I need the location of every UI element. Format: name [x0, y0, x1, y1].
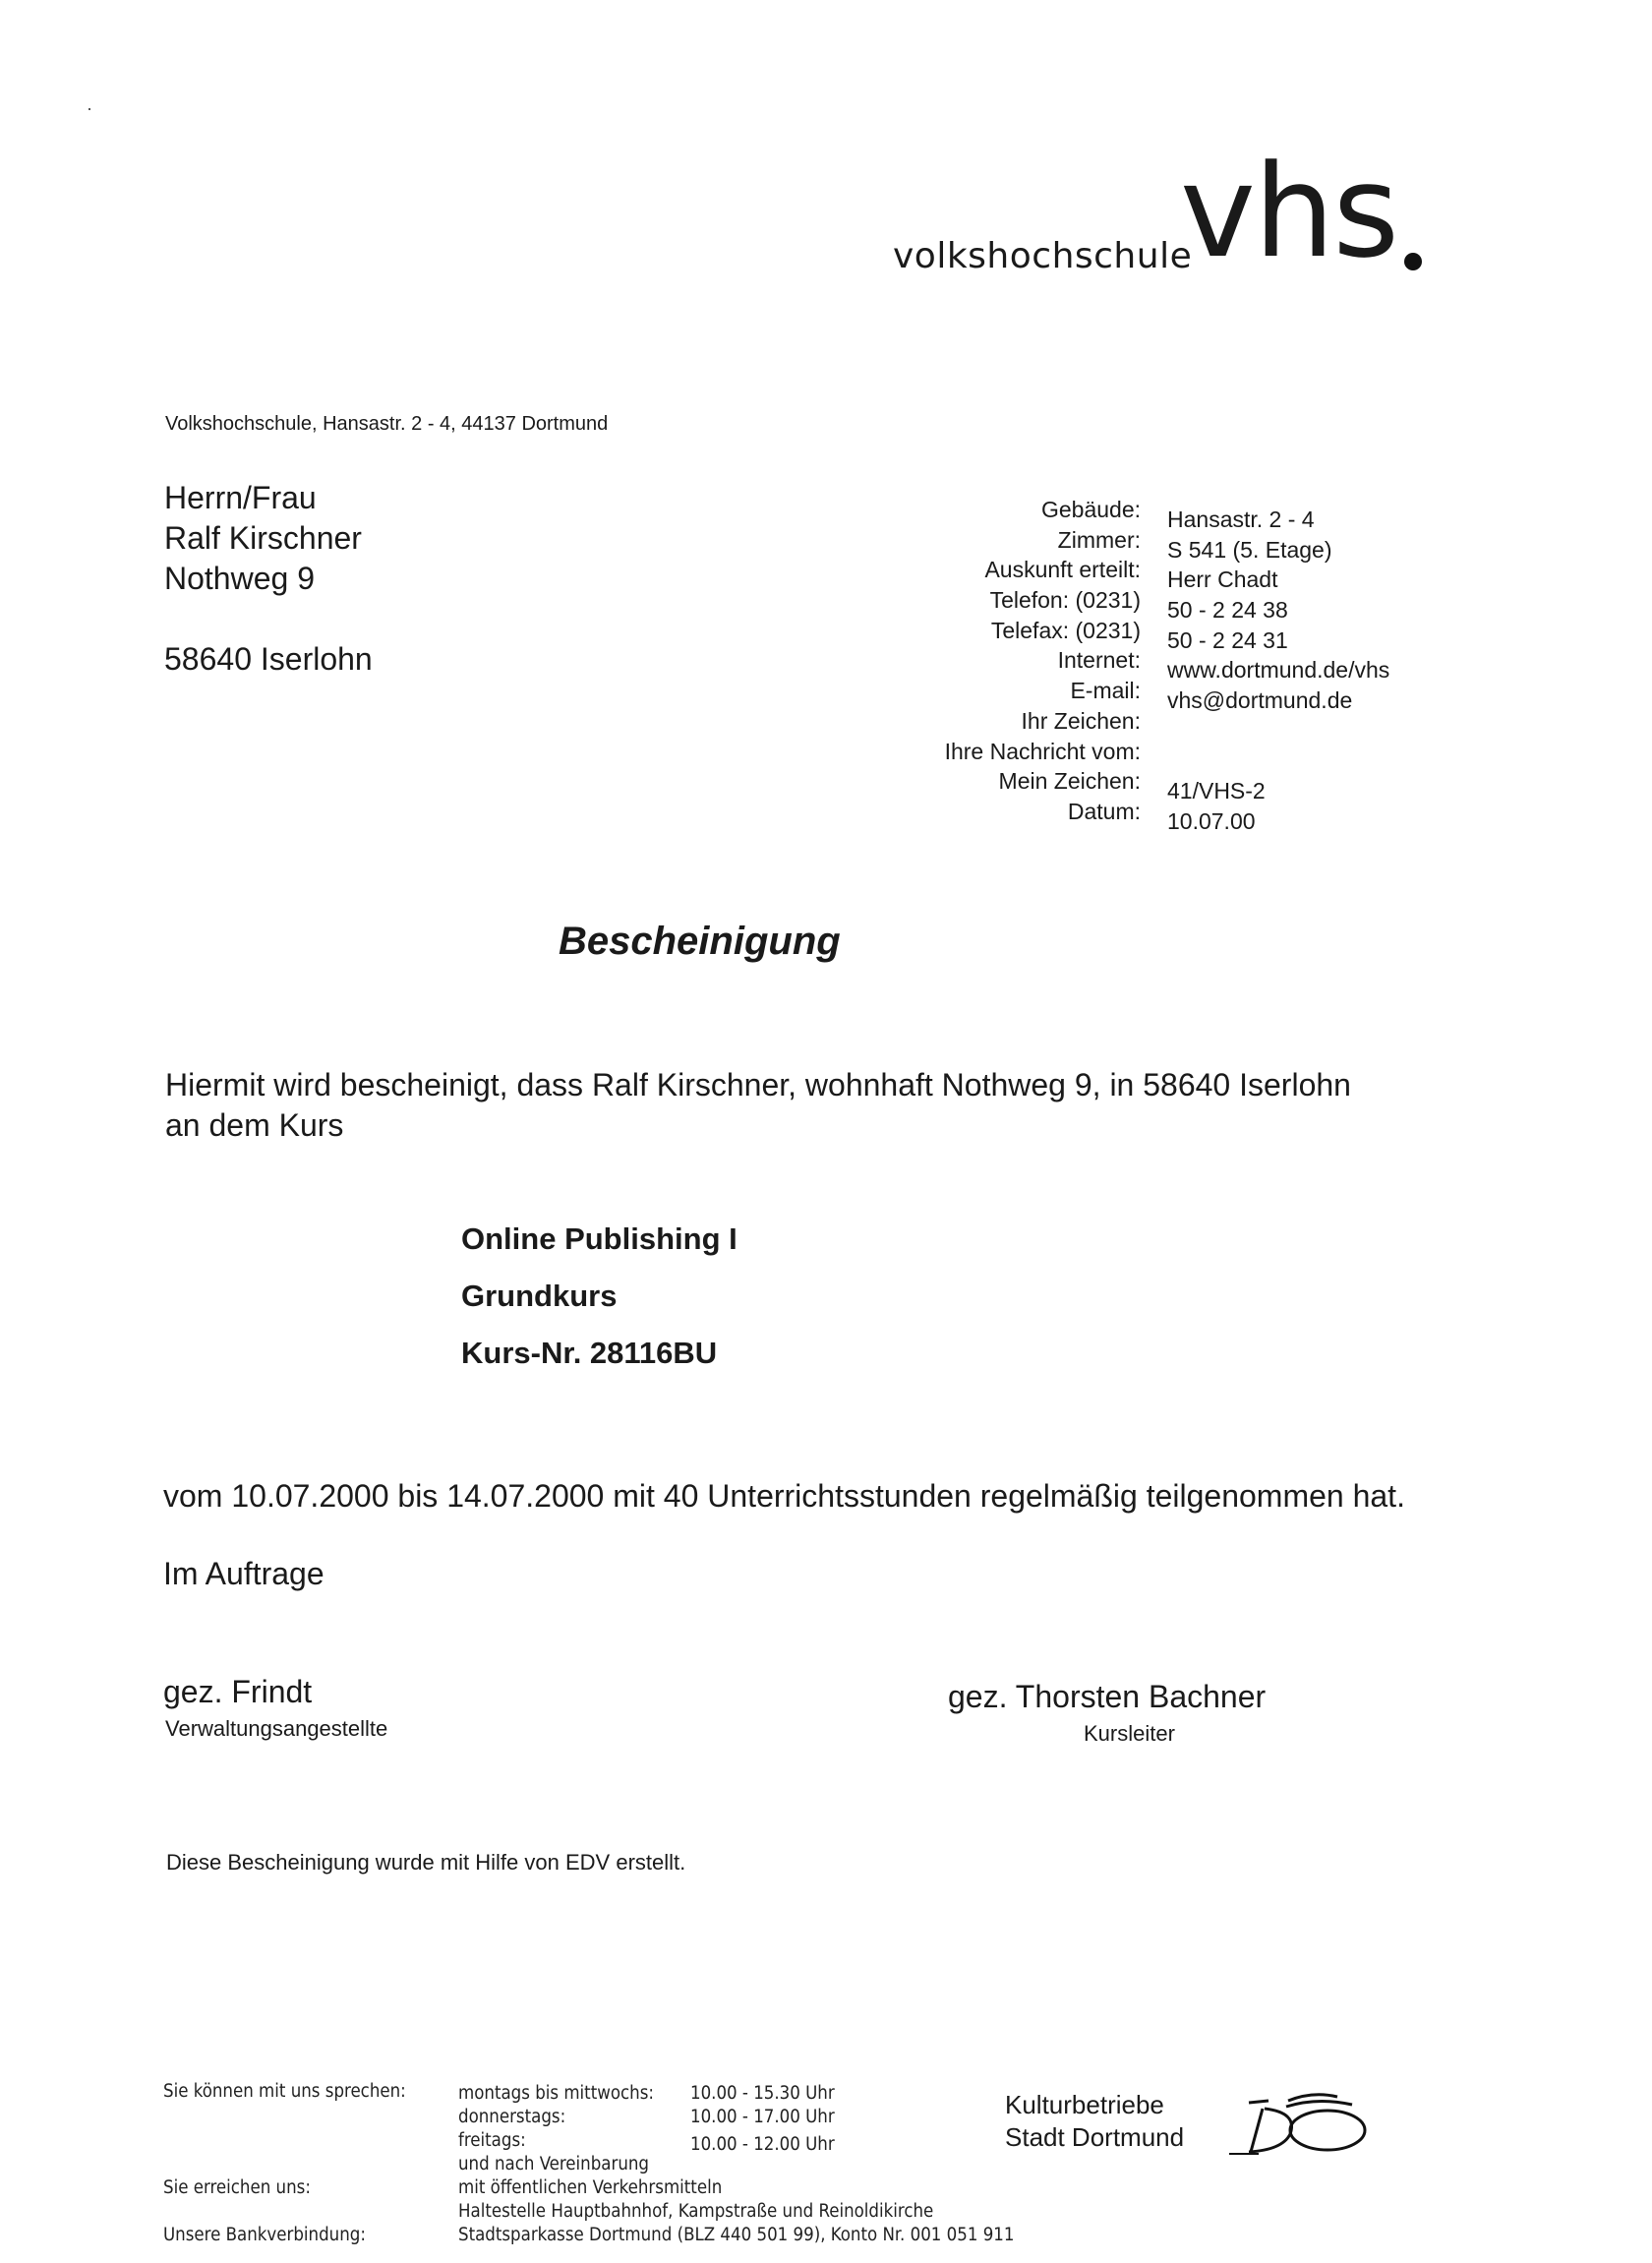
info-label: Telefax: (0231) — [990, 617, 1141, 643]
kultur-line: Kulturbetriebe — [1005, 2090, 1164, 2119]
transport-line: Haltestelle Hauptbahnhof, Kampstraße und Reinoldikirche — [458, 2201, 934, 2222]
hours-time: 10.00 - 15.30 Uhr — [690, 2083, 835, 2104]
bank-details: Stadtsparkasse Dortmund (BLZ 440 501 99), Konto Nr. 001 051 911 — [458, 2225, 1015, 2245]
info-label: Internet: — [1057, 647, 1141, 674]
signature-left-name: gez. Frindt — [163, 1674, 313, 1709]
hours-time: 10.00 - 12.00 Uhr — [690, 2134, 835, 2155]
recipient-salutation: Herrn/Frau — [164, 480, 317, 515]
body-line: Hiermit wird bescheinigt, dass Ralf Kirschner, wohnhaft Nothweg 9, in 58640 Iserlohn — [165, 1067, 1351, 1102]
kultur-line: Stadt Dortmund — [1005, 2122, 1185, 2152]
info-value-email: vhs@dortmund.de — [1167, 687, 1353, 714]
recipient-name: Ralf Kirschner — [164, 520, 362, 556]
info-label: Auskunft erteilt: — [984, 557, 1141, 583]
info-values — [1167, 505, 1389, 837]
recipient-address — [164, 478, 373, 680]
signature-right-name: gez. Thorsten Bachner — [948, 1679, 1267, 1714]
info-label: Ihr Zeichen: — [1021, 707, 1141, 734]
kulturbetriebe-text — [1005, 2089, 1184, 2154]
logo-dot-icon — [1404, 253, 1422, 270]
signature-left-role: Verwaltungsangestellte — [165, 1716, 388, 1741]
footer-reach-label: Sie erreichen uns: — [163, 2177, 311, 2198]
vhs-logo: vhs — [1180, 137, 1398, 286]
org-name: volkshochschule — [893, 236, 1193, 276]
hours-appointment: und nach Vereinbarung — [458, 2154, 650, 2174]
info-value-your-msg — [1167, 746, 1389, 777]
info-value-building: Hansastr. 2 - 4 — [1167, 506, 1315, 532]
signature-right-role: Kursleiter — [1084, 1721, 1175, 1746]
scan-speck — [88, 108, 90, 110]
info-labels — [846, 495, 1141, 827]
info-value-your-ref — [1167, 716, 1389, 746]
course-number: Kurs-Nr. 28116BU — [461, 1336, 718, 1370]
closing-text: Im Auftrage — [163, 1556, 324, 1591]
recipient-street: Nothweg 9 — [164, 561, 315, 596]
document-title: Bescheinigung — [559, 920, 841, 963]
body-text — [165, 1065, 1351, 1146]
info-label: Ihre Nachricht vom: — [944, 738, 1141, 764]
return-address: Volkshochschule, Hansastr. 2 - 4, 44137 Dortmund — [165, 413, 609, 435]
hours-time: 10.00 - 17.00 Uhr — [690, 2107, 835, 2127]
course-level: Grundkurs — [461, 1279, 618, 1313]
info-value-phone: 50 - 2 24 38 — [1167, 597, 1288, 624]
info-value-room: S 541 (5. Etage) — [1167, 536, 1332, 563]
transport-line: mit öffentlichen Verkehrsmitteln — [458, 2177, 723, 2198]
info-label: Mein Zeichen: — [998, 768, 1141, 795]
hours-days: freitags: — [458, 2130, 526, 2151]
info-value-contact: Herr Chadt — [1167, 566, 1278, 593]
body-line: an dem Kurs — [165, 1107, 344, 1143]
info-label: Telefon: (0231) — [989, 587, 1141, 614]
info-label: Zimmer: — [1057, 526, 1141, 553]
info-label: Gebäude: — [1040, 497, 1141, 522]
info-value-internet: www.dortmund.de/vhs — [1167, 657, 1390, 684]
course-name: Online Publishing I — [461, 1221, 738, 1256]
info-label: Datum: — [1067, 798, 1141, 824]
info-value-my-ref: 41/VHS-2 — [1167, 778, 1266, 804]
footer-bank-label: Unsere Bankverbindung: — [163, 2225, 366, 2245]
dortmund-logo-icon — [1229, 2083, 1382, 2162]
footer-contact-label: Sie können mit uns sprechen: — [163, 2081, 406, 2102]
recipient-city: 58640 Iserlohn — [164, 641, 373, 677]
info-value-date: 10.07.00 — [1167, 807, 1256, 834]
hours-days: donnerstags: — [458, 2107, 566, 2127]
info-label: E-mail: — [1070, 678, 1141, 704]
course-period: vom 10.07.2000 bis 14.07.2000 mit 40 Unterrichtsstunden regelmäßig teilgenommen hat. — [163, 1478, 1405, 1514]
edv-note: Diese Bescheinigung wurde mit Hilfe von EDV erstellt. — [166, 1850, 686, 1875]
info-value-fax: 50 - 2 24 31 — [1167, 626, 1288, 653]
hours-days: montags bis mittwochs: — [458, 2083, 655, 2104]
